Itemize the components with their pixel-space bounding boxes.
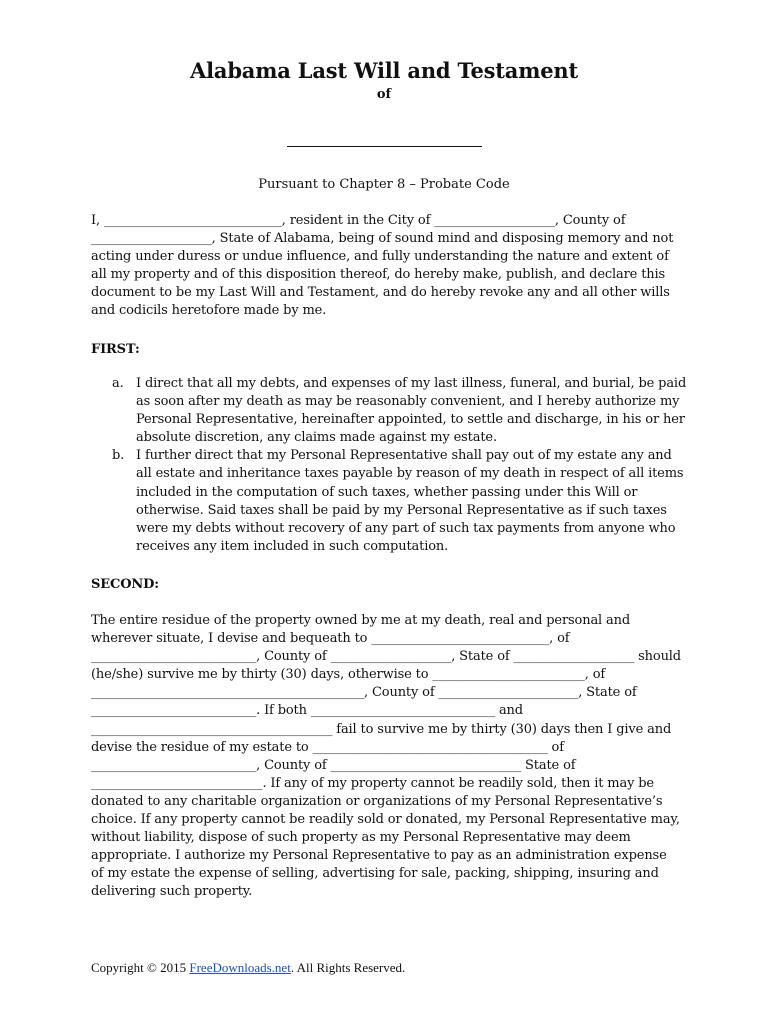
second-line: wherever situate, I devise and bequeath to ____________________________, of [91,631,570,647]
list-item-line: I further direct that my Personal Representative shall pay out of my estate any and [136,448,672,464]
list-marker: a. [112,376,124,391]
second-line: donated to any charitable organization or organizations of my Personal Representative’s [91,793,663,809]
copyright-footer [91,960,405,976]
intro-line: ___________________, State of Alabama, being of sound mind and disposing memory and not [91,231,674,247]
second-line: The entire residue of the property owned by me at my death, real and personal and [91,613,631,628]
list-item [112,375,692,447]
intro-line: and codicils heretofore made by me. [91,303,327,319]
second-line: ___________________________________________, County of ______________________, State of [91,685,637,701]
second-line: delivering such property. [91,884,253,900]
second-line: without liability, dispose of such property as my Personal Representative may deem [91,830,631,846]
document-subtitle: Pursuant to Chapter 8 – Probate Code [258,177,510,192]
second-line: (he/she) survive me by thirty (30) days, otherwise to ________________________, of [91,667,606,683]
list-marker: b. [112,448,125,464]
copyright-suffix: . All Rights Reserved. [290,960,406,975]
second-line: __________________________, County of ___________________, State of ___________________ should [91,649,681,665]
list-item [112,447,692,556]
list-item-line: included in the computation of such taxes, whether passing under this Will or [136,484,638,500]
intro-paragraph [91,212,691,321]
second-line: ___________________________. If any of my property cannot be readily sold, then it may be [91,775,654,791]
second-line: of my estate the expense of selling, advertising for sale, packing, shipping, insuring and [91,866,659,882]
intro-line: I, ____________________________, resident in the City of ___________________, County of [91,213,626,228]
list-item-line: receives any item included in such computation. [136,538,449,554]
list-item-line: I direct that all my debts, and expenses of my last illness, funeral, and burial, be paid [136,376,687,391]
document-title: Alabama Last Will and Testament [190,58,578,83]
freedownloads-link[interactable]: FreeDownloads.net [189,960,291,975]
list-item-line: Personal Representative, hereinafter appointed, to settle and discharge, in his or her [136,412,685,428]
second-line: choice. If any property cannot be readily sold or donated, my Personal Representative may, [91,812,680,828]
list-item-line: were my debts without recovery of any part of such tax payments from anyone who [136,520,676,536]
intro-line: document to be my Last Will and Testament, and do hereby revoke any and all other wills [91,285,670,301]
first-list [112,375,692,556]
document-of: of [376,87,392,102]
list-item-line: all estate and inheritance taxes payable by reason of my death in respect of all items [136,466,684,482]
list-item-line: absolute discretion, any claims made against my estate. [136,430,497,446]
second-line: __________________________, County of ______________________________ State of [91,757,576,773]
copyright-prefix: Copyright © 2015 [91,960,190,975]
intro-line: all my property and of this disposition thereof, do hereby make, publish, and declare this [91,267,666,283]
second-line: devise the residue of my estate to _____________________________________ of [91,739,564,755]
second-paragraph [91,612,691,902]
list-item-line: otherwise. Said taxes shall be paid by my Personal Representative as if such taxes [136,502,667,518]
first-heading: FIRST: [91,342,140,357]
second-line: __________________________. If both _____________________________ and [91,703,523,719]
testator-name-line [287,146,482,147]
list-item-line: as soon after my death as may be reasonably convenient, and I hereby authorize my [136,394,680,410]
second-line: appropriate. I authorize my Personal Representative to pay as an administration expense [91,848,667,864]
second-line: ______________________________________ fail to survive me by thirty (30) days then I give and [91,721,672,737]
second-heading: SECOND: [91,577,159,592]
intro-line: acting under duress or undue influence, and fully understanding the nature and extent of [91,249,669,265]
